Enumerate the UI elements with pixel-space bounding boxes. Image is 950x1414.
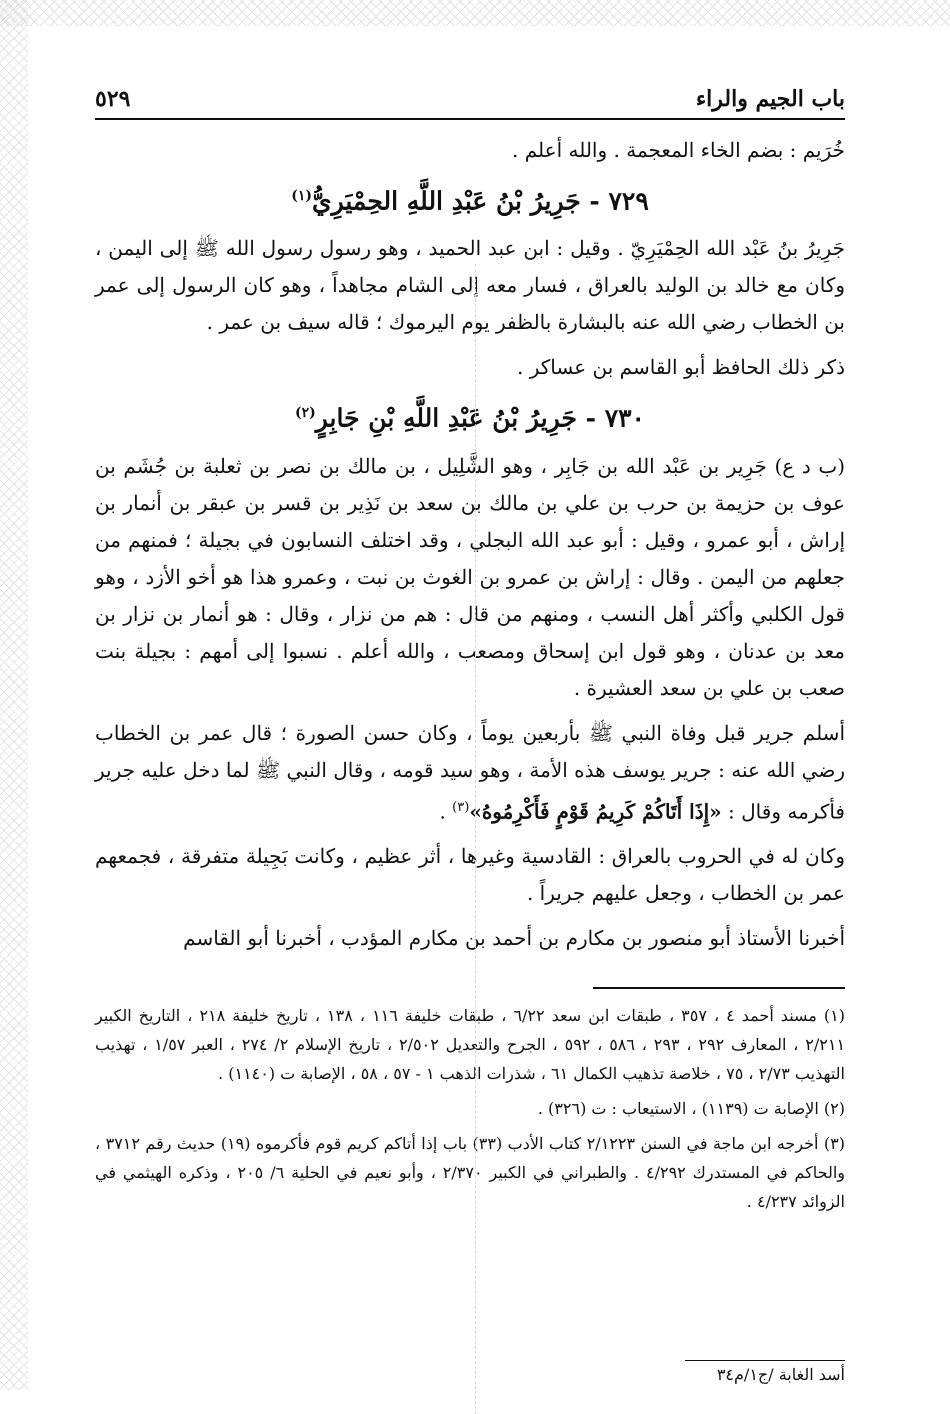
signature-mark: أسد الغابة /ج١/م٣٤ (685, 1360, 845, 1384)
side-decorative-border (0, 0, 28, 1390)
scan-fold-line (475, 264, 476, 1414)
footnote-separator (593, 987, 845, 989)
paragraph: أخبرنا الأستاذ أبو منصور بن مكارم بن أحمد بن مكارم المؤدب ، أخبرنا أبو القاسم (183, 926, 845, 951)
main-text (95, 132, 845, 957)
entry-title: ٧٢٩ - جَرِيرُ بْنُ عَبْدِ اللَّهِ الحِمْيَرِيُّ (312, 186, 649, 216)
book-page (95, 84, 845, 1384)
chapter-title: باب الجيم والراء (695, 86, 845, 112)
paragraph-text: . (439, 799, 453, 824)
paragraph: جَرِيرُ بنُ عَبْد الله الحِمْيَرِيّ . وقيل : ابن عبد الحميد ، وهو رسول رسول الله ﷺ إلى اليمن ، وكان مع خالد بن الوليد بالعراق ، فسار معه إلى الشام مجاهداً ، وهو كان الرسول إلى عمر بن الخطاب رضي الله عنه بالبشارة بالظفر يوم اليرموك ؛ قاله سيف بن عمر . (95, 236, 846, 335)
footnote-3: (٣) أخرجه ابن ماجة في السنن ٢/١٢٢٣ كتاب الأدب (٣٣) باب إذا أتاكم كريم قوم فأكرموه (١٩) حديث رقم ٣٧١٢ ، والحاكم في المستدرك ٤/٢٩٢ . والطبراني في الكبير ٢/٣٧٠ ، وأبو نعيم في الحلية ٦/ ٢٠٥ ، وذكره الهيثمي في الزوائد ٤/٢٣٧ . (95, 1134, 846, 1212)
footnotes (95, 1001, 845, 1216)
top-decorative-border (0, 0, 950, 26)
paragraph: ذكر ذلك الحافظ أبو القاسم بن عساكر . (517, 355, 845, 380)
entry-heading-729 (95, 177, 845, 220)
paragraph: (ب د ع) جَرِير بن عَبْد الله بن جَابِر ، وهو الشَّلِيل ، بن مالك بن نصر بن ثعلبة بن جُشَم بن عوف بن حزيمة بن حرب بن علي بن مالك بن سعد بن نَذِير بن قسر بن عبقر بن أنمار بن إراش ، أبو عمرو ، وقيل : أبو عبد الله البجلي ، وقد اختلف النسابون في بجيلة ؛ فمنهم من جعلهم من اليمن . وقال : إراش بن عمرو بن الغوث بن نبت ، وعمرو هذا هو أخو الأزد ، وهو قول الكلبي وأكثر أهل النسب ، ومنهم من قال : هم من نزار ، وقال : هو أنمار بن نزار بن معد بن عدنان ، وهو قول ابن إسحاق ومصعب ، والله أعلم . نسبوا إلى أمهم : بجيلة بنت صعب بن علي بن سعد العشيرة . (95, 453, 845, 700)
paragraph-text: أسلم جرير قبل وفاة النبي ﷺ بأربعين يوماً ، وكان حسن الصورة ؛ قال عمر بن الخطاب رضي الله عنه : جرير يوسف هذه الأمة ، وهو سيد قومه ، وقال النبي ﷺ لما دخل عليه جرير فأكرمه وقال : (95, 720, 845, 824)
intro-line: خُرَيم : بضم الخاء المعجمة . والله أعلم . (512, 138, 845, 162)
entry-title: ٧٣٠ - جَرِيرُ بْنُ عَبْدِ اللَّهِ بْنِ جَابِرٍ (315, 403, 645, 433)
footnote-1: (١) مسند أحمد ٤ ، ٣٥٧ ، طبقات ابن سعد ٦/٢٢ ، طبقات خليفة ١١٦ ، ١٣٨ ، تاريخ خليفة ٢١٨ ، التاريخ الكبير ٢/٢١١ ، المعارف ٢٩٢ ، ٢٩٣ ، ٥٨٦ ، ٥٩٢ ، الجرح والتعديل ٢/٥٠٢ ، تاريخ الإسلام ٢/ ٢٧٤ ، العبر ١/٥٧ ، تهذيب التهذيب ٢/٧٣ ، ٧٥ ، خلاصة تذهيب الكمال ٦١ ، شذرات الذهب ١ - ٥٧ ، ٥٨ ، الإصابة ت (١١٤٠) . (95, 1006, 846, 1084)
footnote-marker: (١) (291, 188, 312, 204)
page-header (95, 84, 845, 120)
page-number: ٥٢٩ (95, 86, 131, 112)
footnote-marker: (٢) (294, 405, 316, 422)
paragraph: وكان له في الحروب بالعراق : القادسية وغيرها ، أثر عظيم ، وكانت بَجِيلة متفرقة ، فجمعهم عمر بن الخطاب ، وجعل عليهم جريراً . (95, 844, 845, 906)
hadith-quote: «إِذَا أَتَاكُمْ كَرِيمُ قَوْمٍ فَأَكْرِمُوهُ» (469, 799, 722, 824)
footnote-2: (٢) الإصابة ت (١١٣٩) ، الاستيعاب : ت (٣٢٦) . (537, 1099, 845, 1119)
paragraph (95, 715, 845, 831)
entry-heading-730 (95, 394, 845, 437)
footnote-marker: (٣) (452, 799, 470, 815)
